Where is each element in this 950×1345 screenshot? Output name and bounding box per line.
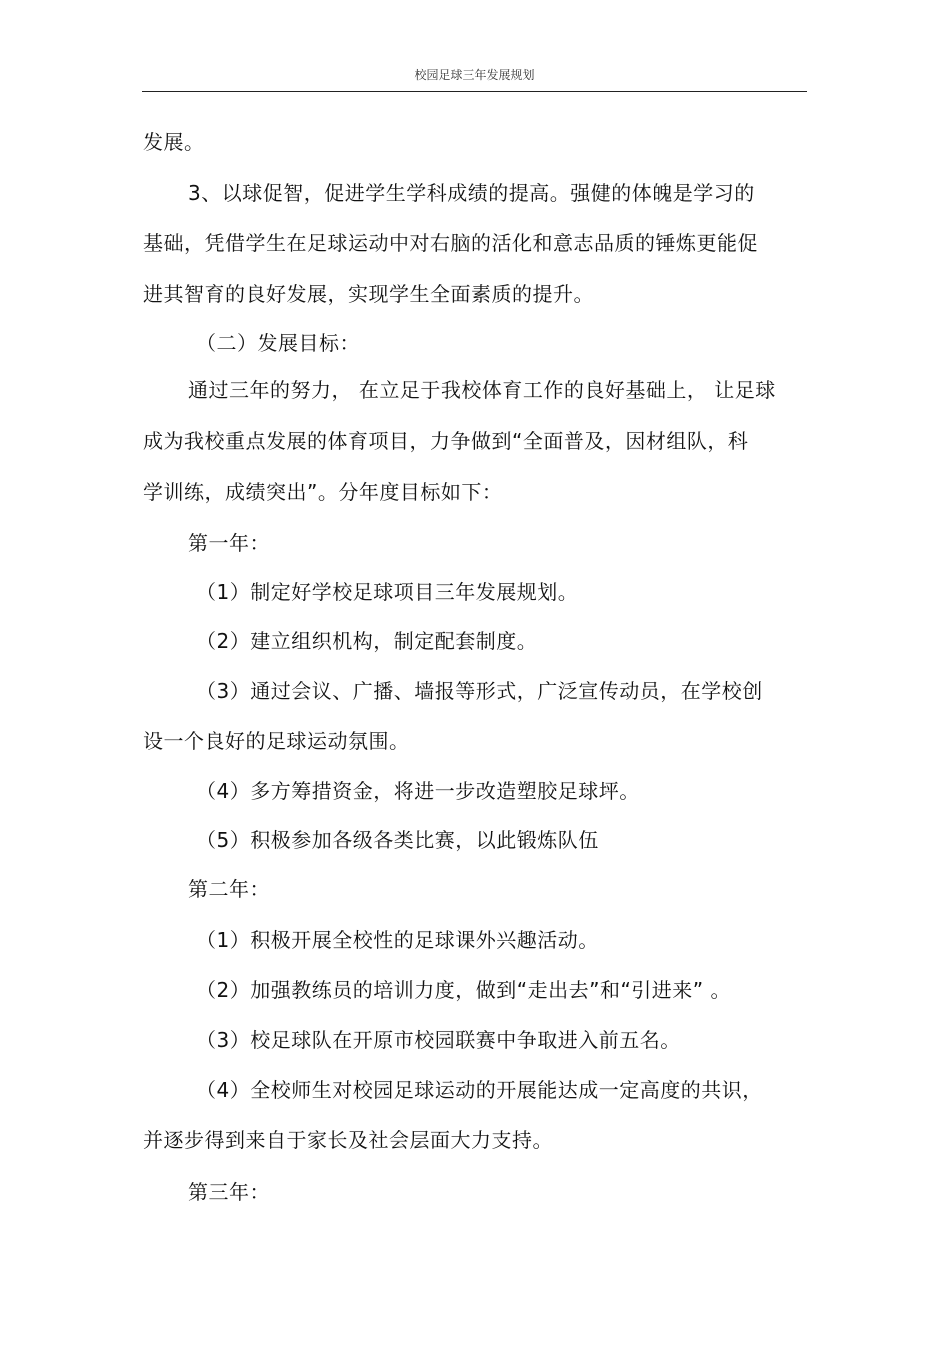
list-item-continuation: 设一个良好的足球运动氛围。	[143, 729, 410, 753]
running-header: 校园足球三年发展规划	[414, 68, 535, 82]
year-heading: 第一年：	[188, 531, 270, 555]
list-item: （2）加强教练员的培训力度，做到“走出去”和“引进来” 。	[196, 978, 732, 1002]
list-item: （4）多方筹措资金，将进一步改造塑胶足球坪。	[196, 779, 640, 803]
list-item: （5）积极参加各级各类比赛，以此锻炼队伍	[196, 828, 599, 852]
paragraph-line: 3、以球促智，促进学生学科成绩的提高。强健的体魄是学习的	[188, 181, 755, 205]
list-item-continuation: 并逐步得到来自于家长及社会层面大力支持。	[143, 1128, 553, 1152]
paragraph-line: 发展。	[143, 130, 205, 154]
list-item: （2）建立组织机构，制定配套制度。	[196, 629, 538, 653]
section-heading: （二）发展目标：	[196, 331, 360, 355]
year-heading: 第三年：	[188, 1180, 270, 1204]
paragraph-line: 成为我校重点发展的体育项目，力争做到“全面普及，因材组队，科	[143, 429, 749, 453]
paragraph-line: 基础，凭借学生在足球运动中对右脑的活化和意志品质的锤炼更能促	[143, 231, 758, 255]
list-item: （1）积极开展全校性的足球课外兴趣活动。	[196, 928, 599, 952]
paragraph-line: 通过三年的努力， 在立足于我校体育工作的良好基础上， 让足球	[188, 378, 776, 402]
header-divider	[142, 91, 807, 92]
list-item: （1）制定好学校足球项目三年发展规划。	[196, 580, 579, 604]
paragraph-line: 学训练，成绩突出”。分年度目标如下：	[143, 480, 503, 504]
list-item: （4）全校师生对校园足球运动的开展能达成一定高度的共识，	[196, 1078, 763, 1102]
list-item: （3）通过会议、广播、墙报等形式，广泛宣传动员，在学校创	[196, 679, 763, 703]
list-item: （3）校足球队在开原市校园联赛中争取进入前五名。	[196, 1028, 681, 1052]
year-heading: 第二年：	[188, 877, 270, 901]
paragraph-line: 进其智育的良好发展，实现学生全面素质的提升。	[143, 282, 594, 306]
